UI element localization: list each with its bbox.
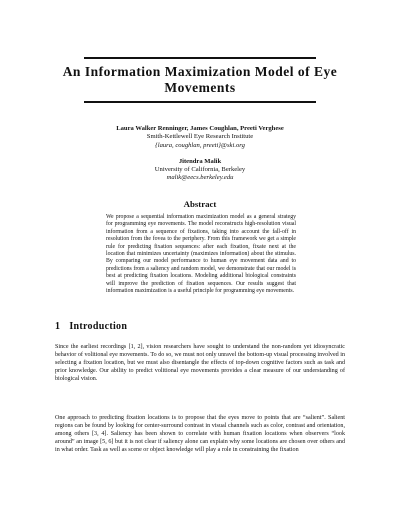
email-berkeley: malik@eecs.berkeley.edu <box>166 174 234 182</box>
intro-paragraph-2: One approach to predicting fixation locations is to propose that the eyes move to points that are “salient”. Salient regions can be found by looking for center-surround contrast in visual channels such as color, contrast and orientation, among others [3, 4]. Saliency has been shown to correlate with human fixation locations when observers “look around” an image [5, 6] but it is not clear if saliency alone can explain why some locations are chosen over others and in what order. Task as well as scene or object knowledge will play a role in constraining the fixation <box>55 415 345 454</box>
title-rule-top <box>84 57 316 59</box>
author-names: Laura Walker Renninger, James Coughlan, Preeti Verghese <box>116 125 284 132</box>
paper-title: An Information Maximization Model of Eye Movements <box>62 64 338 95</box>
affiliation-berkeley: University of California, Berkeley <box>154 166 246 174</box>
section-title: Introduction <box>69 321 128 332</box>
abstract-heading: Abstract <box>183 199 217 209</box>
section-heading-introduction <box>55 321 127 332</box>
affiliation-ski: Smith-Kettlewell Eye Research Institute <box>146 133 254 141</box>
abstract-text: We propose a sequential information maximization model as a general strategy for programming eye movements. The model reconstructs high-resolution visual information from a sequence of fixations, taking into account the fall-off in resolution from the fovea to the periphery. From this framework we get a simple rule for predicting fixation sequences: after each fixation, fixate next at the location that minimizes uncertainty (maximizes information) about the stimulus. By comparing our model performance to human eye movement data and to predictions from a saliency and random model, we demonstrate that our model is best at predicting fixation locations. Modeling additional biological constraints will improve the prediction of fixation sequences. Our results suggest that information maximization is a useful principle for programming eye movements. <box>106 214 296 295</box>
email-ski: {laura, coughlan, preeti}@ski.org <box>155 141 245 149</box>
title-rule-bottom <box>84 101 316 103</box>
author-malik: Jitendra Malik <box>178 157 222 165</box>
intro-paragraph-1: Since the earliest recordings [1, 2], vision researchers have sought to understand the non-random yet idiosyncratic behavior of volitional eye movements. To do so, we must not only unravel the bottom-up visual processing involved in selecting a fixation location, but we must also disentangle the effects of top-down cognitive factors such as task and prior knowledge. Our ability to predict volitional eye movements provides a clear measure of our understanding of biological vision. <box>55 344 345 383</box>
author-block <box>60 125 340 183</box>
section-number: 1 <box>55 321 61 332</box>
